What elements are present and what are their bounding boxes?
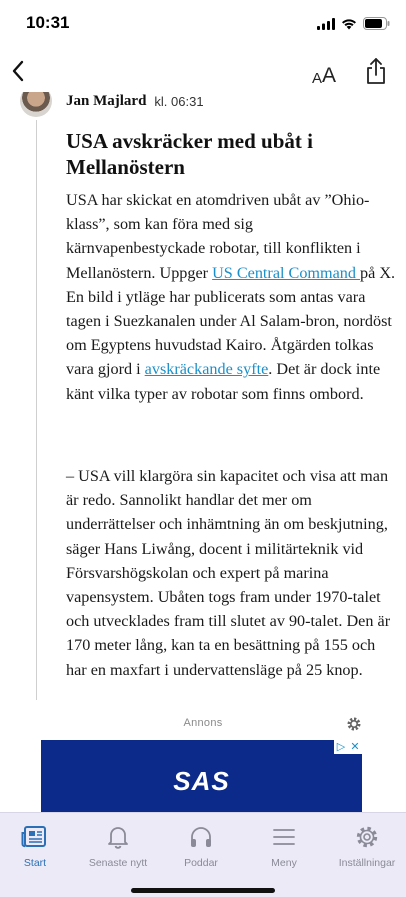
paragraph-1-text-a: USA har skickat en atomdriven ubåt av ”Ohio-klass”, som kan föra med sig kärnvapenbestyckade robotar, till konflikten i Mellanöstern. Uppger xyxy=(66,191,370,282)
text-size-large-label: A xyxy=(321,64,336,87)
ad-close-icon[interactable]: ✕ xyxy=(350,741,360,753)
tab-meny-label: Meny xyxy=(271,857,297,869)
ad-label: Annons xyxy=(183,717,223,729)
text-size-button[interactable] xyxy=(312,58,336,86)
adchoices-icon[interactable]: ▷ xyxy=(336,741,346,753)
timeline-line xyxy=(36,120,37,700)
chevron-left-icon xyxy=(11,60,25,82)
status-bar xyxy=(0,0,406,50)
us-central-command-link[interactable]: US Central Command xyxy=(212,263,361,282)
tab-bar xyxy=(0,812,406,897)
ad-brand-logo: SAS xyxy=(173,766,230,796)
tab-meny[interactable] xyxy=(244,823,324,869)
author-avatar xyxy=(20,92,52,117)
tab-senaste-nytt-label: Senaste nytt xyxy=(88,857,148,869)
tab-senaste-nytt[interactable] xyxy=(78,823,158,869)
deterrence-link[interactable]: avskräckande syfte xyxy=(144,360,269,379)
adchoices[interactable] xyxy=(334,740,362,754)
tab-poddar[interactable] xyxy=(161,823,241,869)
menu-icon xyxy=(272,827,296,847)
status-time: 10:31 xyxy=(26,13,70,32)
back-button[interactable] xyxy=(4,56,32,86)
home-indicator xyxy=(131,888,275,893)
tab-start[interactable] xyxy=(0,823,75,869)
tab-start-label: Start xyxy=(23,857,47,869)
paragraph-2: – USA vill klargöra sin kapacitet och visa att man är redo. Sannolikt handlar det mer om underrättelser och inhämtning än om beskjutning, säger Hans Liwång, docent i militärteknik vid Försvarshögskolan och expert på marina vapensystem. Ubåten togs fram under 1970-talet och utvecklades fram till slutet av 90-talet. Den är 170 meter lång, kan ta en besättning på 155 och har en maxfart i undervattensläge på 25 knop. xyxy=(66,467,391,679)
tab-installningar-label: Inställningar xyxy=(338,857,396,869)
byline xyxy=(20,92,204,116)
text-size-small-label: A xyxy=(311,70,322,87)
gear-icon xyxy=(354,824,380,850)
tab-poddar-label: Poddar xyxy=(184,857,218,869)
wifi-icon xyxy=(341,18,357,30)
signal-icon xyxy=(317,18,335,30)
newspaper-icon xyxy=(21,825,49,849)
tab-installningar[interactable] xyxy=(327,823,406,869)
paragraph-1-text-b: på X. En bild i ytläge har publicerats som antas vara tagen i Suezkanalen under Al Salam-bron, nordöst om Egyptens huvudstad Kairo. Åtgärden tolkas vara gjord i xyxy=(66,263,396,379)
paragraph-1-text-c: . Det är dock inte känt vilka typer av robotar som finns ombord. xyxy=(66,360,381,403)
author-name: Jan Majlard xyxy=(66,92,147,109)
nav-bar xyxy=(0,50,406,92)
paragraph-1 xyxy=(66,188,396,406)
bell-icon xyxy=(106,824,130,850)
article-headline: USA avskräcker med ubåt i Mellanöstern xyxy=(66,129,313,179)
headphones-icon xyxy=(188,824,214,850)
share-button[interactable] xyxy=(364,56,388,86)
gear-icon xyxy=(346,716,362,732)
status-icons xyxy=(317,17,390,30)
battery-icon xyxy=(363,17,390,30)
post-time: kl. 06:31 xyxy=(154,93,204,109)
ad-settings-button[interactable] xyxy=(346,716,362,732)
ad-banner[interactable] xyxy=(41,740,362,812)
share-icon xyxy=(364,56,388,86)
article-body xyxy=(0,92,406,812)
